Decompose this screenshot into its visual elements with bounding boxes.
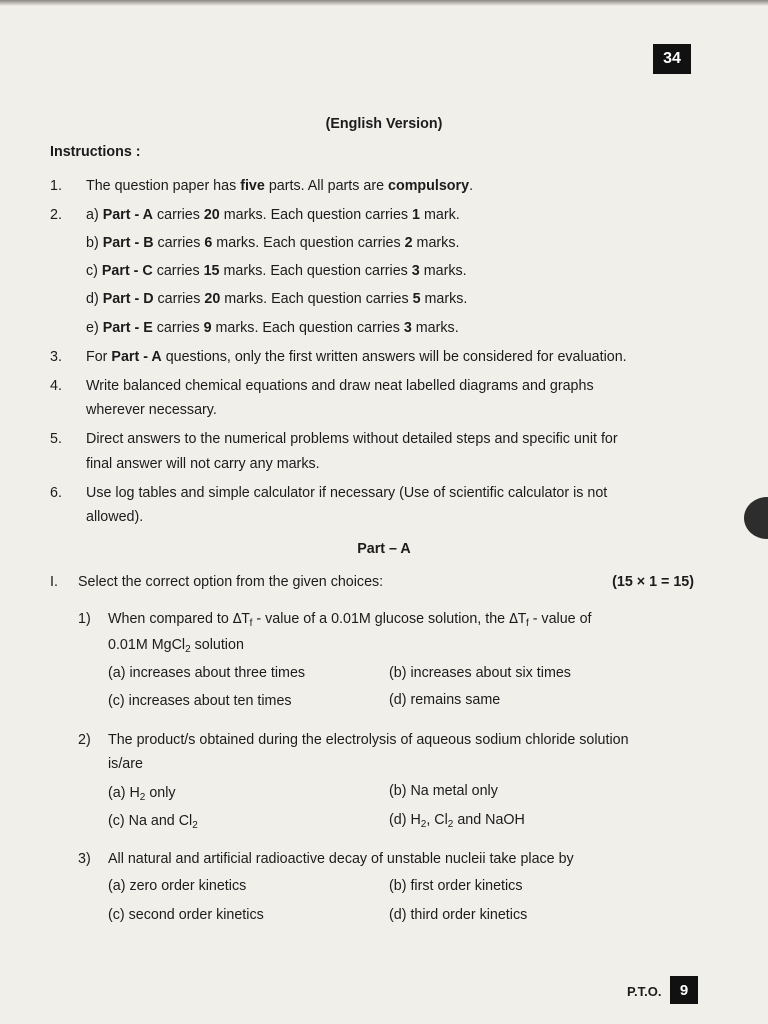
instruction-6-line1: Use log tables and simple calculator if necessary (Use of scientific calculator is not [86, 485, 608, 501]
option-2a: (a) $H_2$ only [108, 785, 176, 803]
instruction-4-line1: Write balanced chemical equations and draw neat labelled diagrams and graphs [86, 378, 594, 394]
instruction-6-line2: allowed). [86, 509, 144, 525]
option-2d: (d) $H_2$, $Cl_2$ and NaOH [389, 812, 525, 830]
option-3a: (a) zero order kinetics [108, 878, 247, 894]
version-title: (English Version) [325, 116, 443, 132]
instruction-number: 4. [50, 378, 62, 394]
instruction-2e: e) Part - E carries 9 marks. Each question carries 3 marks. [86, 320, 459, 336]
instruction-3: For Part - A questions, only the first written answers will be considered for evaluation. [86, 349, 627, 365]
instruction-number: 3. [50, 349, 62, 365]
page-top-edge [0, 0, 768, 6]
option-2b: (b) Na metal only [389, 783, 498, 799]
question-1-line1: When compared to $\Delta T_f$ - value of a 0.01M glucose solution, the $\Delta T_f$ - value of [108, 611, 592, 629]
question-number: 2) [78, 732, 91, 748]
instruction-number: 6. [50, 485, 62, 501]
question-number: 1) [78, 611, 91, 627]
option-1c: (c) increases about ten times [108, 693, 292, 709]
instruction-5-line1: Direct answers to the numerical problems without detailed steps and specific unit for [86, 431, 618, 447]
instruction-2b: b) Part - B carries 6 marks. Each question carries 2 marks. [86, 235, 460, 251]
instruction-2a: a) Part - A carries 20 marks. Each question carries 1 mark. [86, 207, 460, 223]
section-number: I. [50, 574, 58, 590]
option-3b: (b) first order kinetics [389, 878, 523, 894]
option-1a: (a) increases about three times [108, 665, 306, 681]
instruction-2c: c) Part - C carries 15 marks. Each question carries 3 marks. [86, 263, 467, 279]
instruction-5-line2: final answer will not carry any marks. [86, 456, 320, 472]
pto-label: P.T.O. [627, 984, 662, 999]
part-a-title: Part – A [357, 541, 411, 557]
question-2-line1: The product/s obtained during the electrolysis of aqueous sodium chloride solution [108, 732, 629, 748]
question-2-line2: is/are [108, 756, 143, 772]
question-1-line2: 0.01M MgCl$_2$ solution [108, 637, 244, 655]
question-number: 3) [78, 851, 91, 867]
sheet-number-badge: 9 [670, 976, 698, 1004]
binding-hole [744, 497, 768, 539]
section-instruction: Select the correct option from the given choices: [78, 574, 384, 590]
option-3d: (d) third order kinetics [389, 907, 528, 923]
instruction-number: 5. [50, 431, 62, 447]
instruction-2d: d) Part - D carries 20 marks. Each question carries 5 marks. [86, 291, 468, 307]
option-3c: (c) second order kinetics [108, 907, 264, 923]
option-1d: (d) remains same [389, 692, 501, 708]
section-marks: (15 × 1 = 15) [612, 574, 694, 590]
instruction-number: 2. [50, 207, 62, 223]
option-1b: (b) increases about six times [389, 665, 571, 681]
instructions-heading: Instructions : [50, 144, 141, 160]
question-3-line1: All natural and artificial radioactive decay of unstable nucleii take place by [108, 851, 574, 867]
option-2c: (c) Na and $Cl_2$ [108, 813, 198, 831]
page-number-badge: 34 [653, 44, 691, 74]
instruction-1: The question paper has five parts. All parts are compulsory. [86, 178, 474, 194]
instruction-number: 1. [50, 178, 62, 194]
instruction-4-line2: wherever necessary. [86, 402, 217, 418]
